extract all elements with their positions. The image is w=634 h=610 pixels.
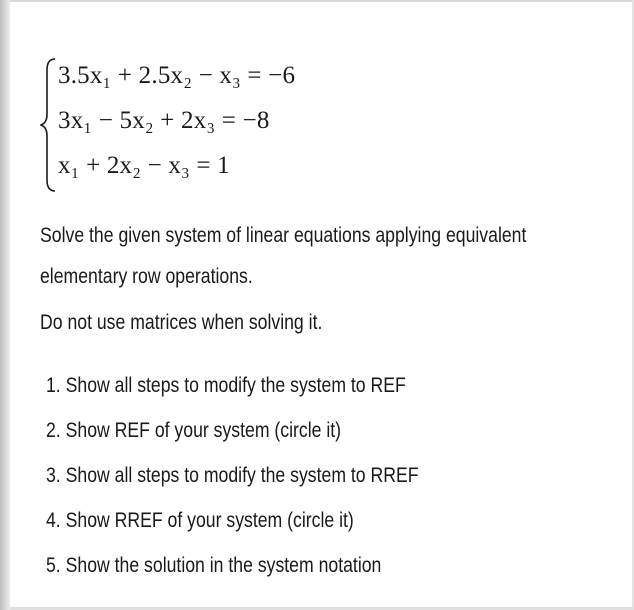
task-item: 2. Show REF of your system (circle it)	[46, 419, 342, 442]
task-item: 1. Show all steps to modify the system to REF	[46, 374, 406, 397]
task-item: 5. Show the solution in the system notation	[46, 554, 382, 577]
task-item: 3. Show all steps to modify the system to RREF	[46, 464, 419, 487]
left-edge-shadow	[0, 0, 10, 610]
equation-1: 3.5x₁ + 2.5x₂ − x₃ = −6	[58, 62, 296, 89]
task-item: 4. Show RREF of your system (circle it)	[46, 509, 354, 532]
task-list	[46, 372, 490, 597]
equation-2: 3x₁ − 5x₂ + 2x₃ = −8	[58, 107, 270, 134]
instruction-line-2: elementary row operations.	[40, 265, 253, 288]
top-border	[10, 0, 634, 2]
equation-system	[40, 56, 340, 196]
equation-3: x₁ + 2x₂ − x₃ = 1	[58, 152, 230, 179]
instruction-line-1: Solve the given system of linear equations applying equivalent	[40, 224, 527, 247]
instruction-line-3: Do not use matrices when solving it.	[40, 311, 323, 334]
left-brace-icon	[40, 56, 60, 194]
